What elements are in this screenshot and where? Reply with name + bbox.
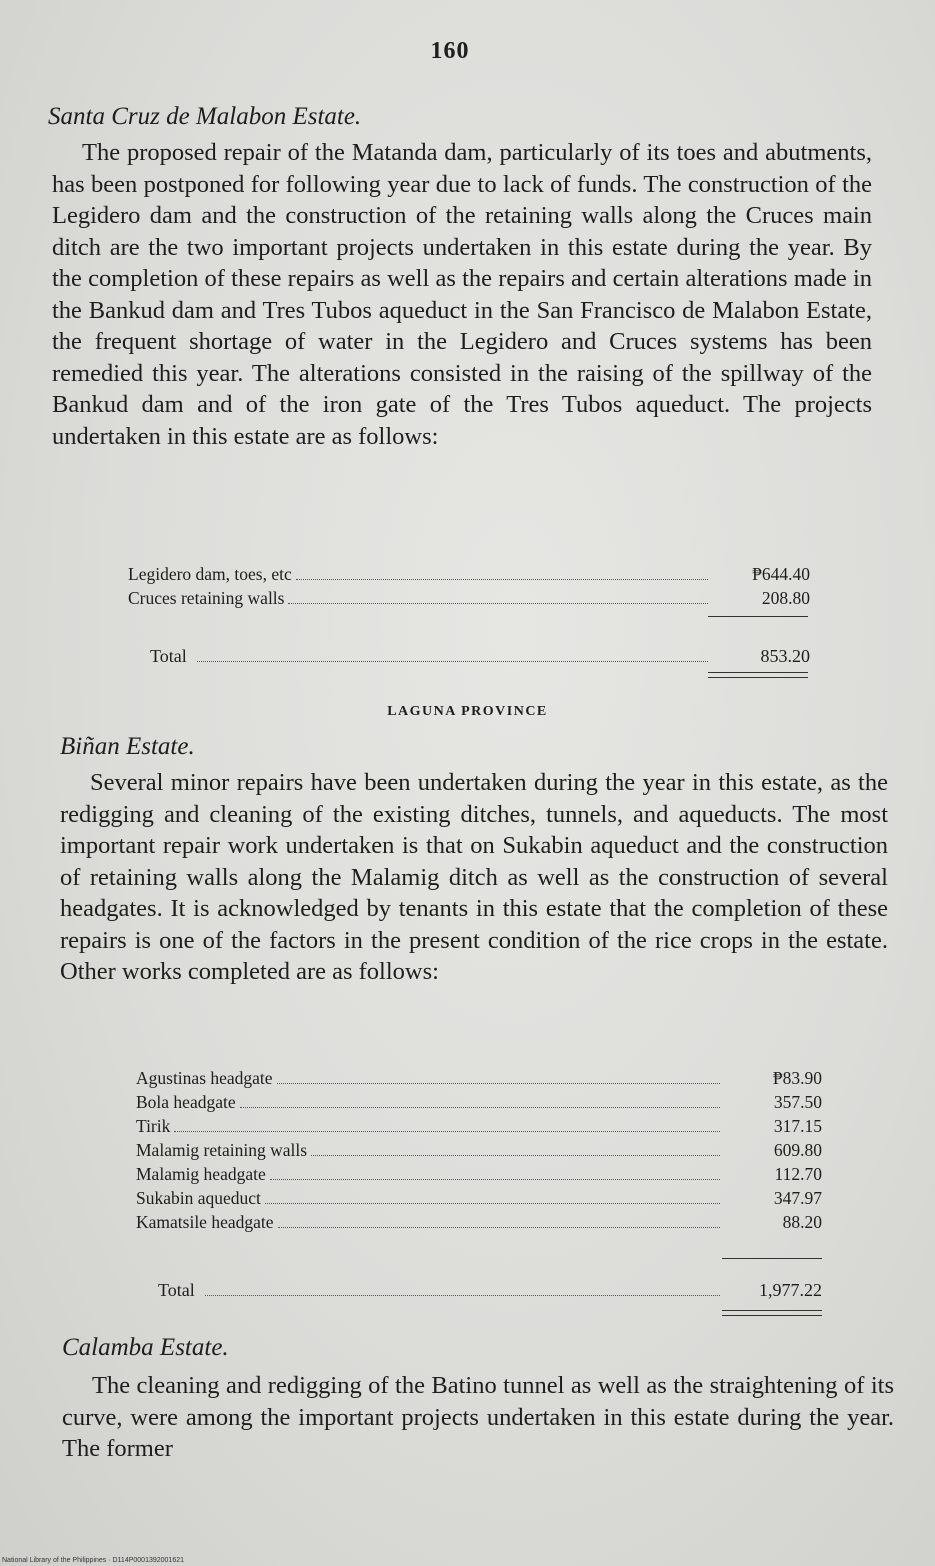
ledger-row xyxy=(136,1162,822,1186)
binan-total xyxy=(158,1280,822,1301)
subtotal-rule xyxy=(708,616,808,617)
ledger-amount: 347.97 xyxy=(773,1188,822,1208)
ledger-amount: 357.50 xyxy=(773,1092,822,1112)
ledger-row xyxy=(128,586,810,610)
province-heading: LAGUNA PROVINCE xyxy=(387,704,548,719)
section-heading: Biñan Estate. xyxy=(60,733,195,760)
section-paragraph: The cleaning and redigging of the Batino tunnel as well as the straightening of its curve, were among the important projects undertaken in this estate during the year. The former xyxy=(62,1372,894,1462)
section-santa-cruz xyxy=(0,103,935,452)
ledger-label: Sukabin aqueduct xyxy=(136,1188,261,1208)
ledger-label: Legidero dam, toes, etc xyxy=(128,564,292,584)
ledger-label: Malamig headgate xyxy=(136,1164,266,1184)
total-double-rule xyxy=(708,672,808,678)
ledger-amount: ₱83.90 xyxy=(772,1068,822,1088)
page-number: 160 xyxy=(430,38,470,64)
ledger-label: Malamig retaining walls xyxy=(136,1140,308,1160)
leader-dots xyxy=(174,1130,720,1132)
leader-dots xyxy=(205,1294,720,1296)
scan-footer: National Library of the Philippines · D114P0001392001621 xyxy=(2,1557,184,1564)
section-paragraph: The proposed repair of the Matanda dam, particularly of its toes and abutments, has been postponed for following year due to lack of funds. The construction of the Legidero dam and the construction of the retaining walls along the Cruces main ditch are the two important projects undertaken in this estate during the year. By the completion of these repairs as well as the repairs and certain alterations made in the Bankud dam and Tres Tubos aqueduct in the San Francisco de Malabon Estate, the frequent shortage of water in the Legidero and Cruces systems has been remedied this year. The alterations consisted in the raising of the spillway of the Bankud dam and of the iron gate of the Tres Tubos aqueduct. The projects undertaken in this estate are as follows: xyxy=(52,139,872,450)
ledger-row xyxy=(136,1186,822,1210)
leader-dots xyxy=(240,1106,720,1108)
ledger-amount: 88.20 xyxy=(782,1212,822,1232)
ledger-row xyxy=(136,1138,822,1162)
ledger-row xyxy=(136,1210,822,1234)
ledger-amount: 112.70 xyxy=(774,1164,822,1184)
leader-dots xyxy=(311,1154,720,1156)
total-amount: 853.20 xyxy=(760,646,810,666)
leader-dots xyxy=(277,1082,720,1084)
section-calamba xyxy=(0,1334,935,1465)
ledger-label: Tirik xyxy=(136,1116,171,1136)
ledger-row xyxy=(128,562,810,586)
section-heading: Santa Cruz de Malabon Estate. xyxy=(48,103,362,130)
ledger-amount: 317.15 xyxy=(773,1116,822,1136)
ledger-label: Bola headgate xyxy=(136,1092,236,1112)
leader-dots xyxy=(288,602,708,604)
section-paragraph: Several minor repairs have been undertaken during the year in this estate, as the redigging and cleaning of the existing ditches, tunnels, and aqueducts. The most important repair work undertaken is that on Sukabin aqueduct and the construction of retaining walls along the Malamig ditch as well as the construction of several headgates. It is acknowledged by tenants in this estate that the completion of these repairs is one of the factors in the present condition of the rice crops in the estate. Other works completed are as follows: xyxy=(60,769,888,985)
ledger-amount: 609.80 xyxy=(773,1140,822,1160)
total-double-rule xyxy=(722,1310,822,1316)
ledger-amount: ₱644.40 xyxy=(752,564,810,584)
ledger-row xyxy=(136,1090,822,1114)
ledger-label: Agustinas headgate xyxy=(136,1068,273,1088)
ledger-amount: 208.80 xyxy=(761,588,810,608)
ledger-label: Cruces retaining walls xyxy=(128,588,285,608)
ledger-label: Kamatsile headgate xyxy=(136,1212,274,1232)
section-heading: Calamba Estate. xyxy=(62,1334,229,1361)
binan-ledger xyxy=(136,1066,822,1234)
total-label: Total xyxy=(158,1280,195,1300)
total-amount: 1,977.22 xyxy=(759,1280,822,1300)
leader-dots xyxy=(197,660,708,662)
leader-dots xyxy=(265,1202,720,1204)
subtotal-rule xyxy=(722,1258,822,1259)
leader-dots xyxy=(278,1226,720,1228)
ledger-row xyxy=(136,1066,822,1090)
total-label: Total xyxy=(150,646,187,666)
section-binan xyxy=(0,733,935,988)
santa-cruz-total xyxy=(150,646,810,667)
santa-cruz-ledger xyxy=(128,562,810,610)
ledger-row xyxy=(136,1114,822,1138)
leader-dots xyxy=(296,578,708,580)
leader-dots xyxy=(270,1178,720,1180)
